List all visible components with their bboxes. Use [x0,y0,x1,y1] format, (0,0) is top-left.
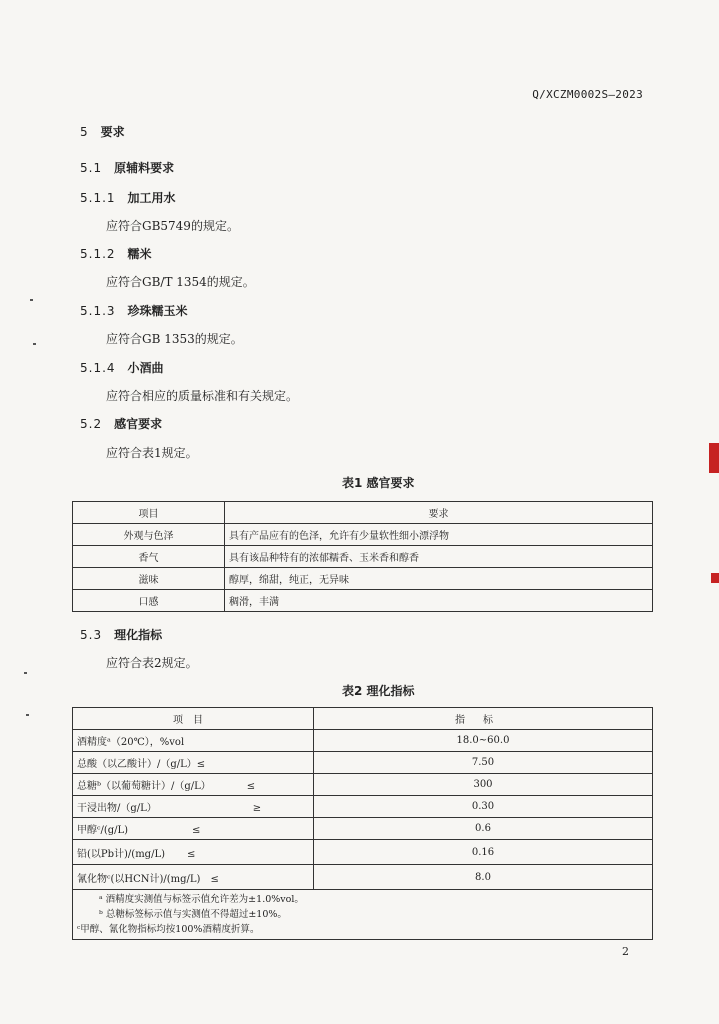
sensory-requirements-table [72,501,653,612]
section-5-1-3-text: 应符合GB 1353的规定。 [106,332,243,346]
section-5-1-4-text: 应符合相应的质量标准和有关规定。 [106,389,299,403]
requirement-cell: 具有产品应有的色泽，允许有少量软性细小漂浮物 [225,524,653,546]
table-row [73,568,653,590]
scan-artifact-dot [26,714,29,716]
item-cell [73,774,314,796]
section-5-heading [80,123,125,140]
item-cell [73,840,314,865]
section-title: 糯米 [127,247,152,261]
table-header-row [73,708,653,730]
section-5-3-heading [80,626,162,643]
header-cell-indicator: 指标 [314,708,653,730]
limit-symbol: ≤ [246,781,256,792]
limit-symbol: ≤ [210,873,219,885]
section-5-2-text: 应符合表1规定。 [106,446,198,460]
table-row [73,590,653,612]
item-cell [73,730,314,752]
section-5-1-1-heading [80,189,176,206]
section-title: 加工用水 [127,191,176,205]
section-5-3-text: 应符合表2规定。 [106,656,198,670]
scan-artifact-mark [711,573,719,583]
scan-artifact-dot [30,299,33,301]
table-row [73,774,653,796]
requirement-cell: 具有该品种特有的浓郁糯香、玉米香和醇香 [225,546,653,568]
value-cell: 18.0~60.0 [314,730,653,752]
limit-symbol: ≤ [192,825,201,836]
section-title: 原辅料要求 [114,161,175,175]
item-cell: 香气 [73,546,225,568]
section-title: 小酒曲 [127,361,164,375]
table-row [73,752,653,774]
scan-artifact-dot [33,343,36,345]
document-code: Q/XCZM0002S—2023 [532,88,643,101]
section-title: 理化指标 [114,628,163,642]
section-number: 5.1.4 [80,361,116,375]
section-5-1-2-heading [80,245,152,262]
item-cell [73,865,314,890]
item-cell [73,818,314,840]
table-row [73,730,653,752]
scan-artifact-dot [24,672,27,674]
item-text: 总糖ᵇ（以葡萄糖计）/（g/L） [77,781,211,792]
item-text: 酒精度ᵃ（20℃），%vol [77,737,185,748]
section-number: 5.1.3 [80,304,116,318]
table-notes-row [73,890,653,940]
limit-symbol: ≥ [252,803,262,814]
header-cell-item: 项目 [73,502,225,524]
section-title: 感官要求 [114,417,163,431]
note-b: ᵇ 总糖标签标示值与实测值不得超过±10%。 [99,909,287,920]
table-row [73,524,653,546]
item-text: 铅(以Pb计)/(mg/L) [77,848,165,860]
section-title: 要求 [100,125,125,139]
section-5-1-1-text: 应符合GB5749的规定。 [106,219,239,233]
section-5-1-3-heading [80,302,188,319]
table-row [73,546,653,568]
item-text: 氰化物ᶜ(以HCN计)/(mg/L) [77,873,201,885]
table-row [73,796,653,818]
item-text: 甲醇ᶜ/(g/L) [77,825,129,836]
table-row [73,840,653,865]
value-cell: 7.50 [314,752,653,774]
section-number: 5 [80,125,89,139]
section-title: 珍珠糯玉米 [127,304,188,318]
item-cell: 口感 [73,590,225,612]
item-cell [73,796,314,818]
section-5-2-heading [80,415,162,432]
table-notes [73,890,653,940]
section-number: 5.1 [80,161,103,175]
table-1-caption: 表1 感官要求 [342,476,415,490]
value-cell: 8.0 [314,865,653,890]
item-text: 总酸（以乙酸计）/（g/L）≤ [77,759,206,770]
section-5-1-4-heading [80,359,164,376]
section-number: 5.1.1 [80,191,116,205]
section-number: 5.3 [80,628,103,642]
section-5-1-2-text: 应符合GB/T 1354的规定。 [106,275,255,289]
section-number: 5.2 [80,417,103,431]
note-a: ᵃ 酒精度实测值与标签示值允许差为±1.0%vol。 [99,894,304,905]
item-cell [73,752,314,774]
section-5-1-heading [80,159,174,176]
page-number: 2 [622,945,629,958]
physicochemical-indicators-table [72,707,653,940]
requirement-cell: 醇厚，绵甜，纯正，无异味 [225,568,653,590]
value-cell: 0.30 [314,796,653,818]
item-cell: 滋味 [73,568,225,590]
header-cell-requirement: 要求 [225,502,653,524]
table-header-row [73,502,653,524]
table-2-caption: 表2 理化指标 [342,684,415,698]
scan-artifact-mark [709,443,719,473]
limit-symbol: ≤ [187,848,196,860]
value-cell: 0.6 [314,818,653,840]
item-text: 干浸出物/（g/L） [77,803,157,814]
value-cell: 300 [314,774,653,796]
table-row [73,865,653,890]
requirement-cell: 稠滑，丰满 [225,590,653,612]
table-row [73,818,653,840]
value-cell: 0.16 [314,840,653,865]
item-cell: 外观与色泽 [73,524,225,546]
section-number: 5.1.2 [80,247,116,261]
header-cell-item: 项目 [73,708,314,730]
note-c: ᶜ甲醇、氰化物指标均按100%酒精度折算。 [77,924,260,935]
